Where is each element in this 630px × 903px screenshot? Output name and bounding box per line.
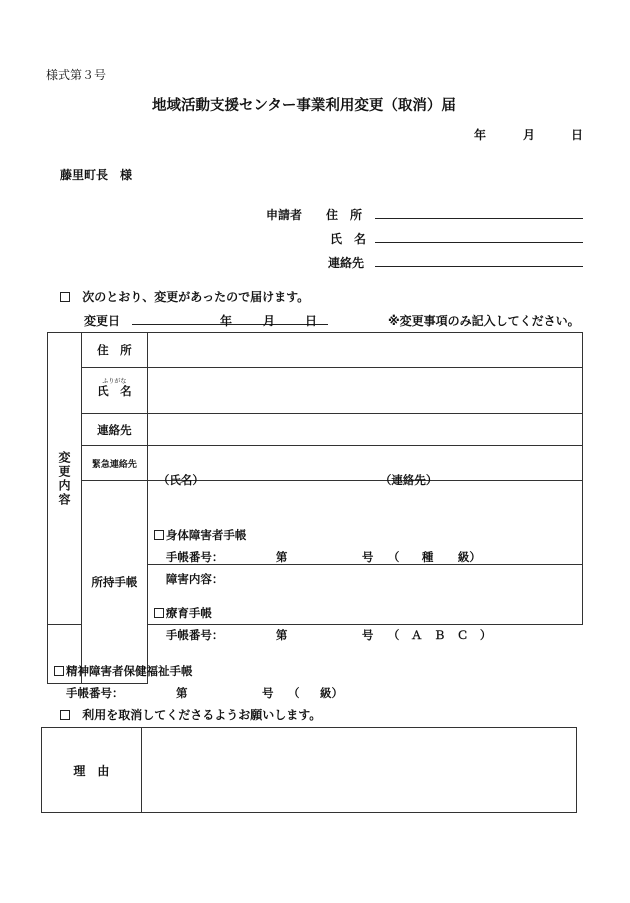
instruction-note: ※変更事項のみ記入してください。: [388, 314, 580, 328]
applicant-address-label: 住 所: [326, 208, 363, 222]
date-year-label: 年: [474, 128, 487, 142]
reason-input-cell[interactable]: [141, 728, 576, 813]
addressee: 藤里町長 様: [60, 168, 133, 182]
reason-label-cell: [42, 728, 142, 813]
change-checkbox[interactable]: [60, 292, 70, 302]
change-date-year: 年: [220, 314, 233, 328]
physical-handbook-cell[interactable]: [147, 481, 582, 586]
mental-number-label: 手帳番号：: [66, 686, 124, 700]
row-handbook-label: 所持手帳: [91, 575, 138, 589]
physical-dai: 第: [275, 549, 288, 564]
physical-content-label: 障害内容：: [165, 571, 224, 586]
ryoiku-go: 号: [361, 627, 374, 642]
date-month-label: 月: [523, 128, 536, 142]
applicant-contact-label: 連絡先: [328, 256, 365, 270]
change-content-side-cell: [48, 333, 82, 625]
ryoiku-number-label: 手帳番号：: [165, 627, 224, 642]
mental-handbook-checkbox[interactable]: [54, 666, 64, 676]
change-date-month: 月: [263, 314, 276, 328]
mental-grade: 級）: [320, 686, 343, 700]
physical-handbook-title-text: 身体障害者手帳: [165, 527, 247, 542]
change-date-label: 変更日: [84, 314, 121, 328]
applicant-address-field[interactable]: [375, 218, 583, 219]
ryoiku-handbook-checkbox[interactable]: [154, 608, 164, 618]
cancel-notice-text: 利用を取消してくださるようお願いします。: [82, 708, 322, 722]
physical-go: 号: [361, 549, 374, 564]
physical-kind: 種: [421, 549, 434, 564]
mental-handbook-title: [54, 663, 193, 679]
physical-number-label: 手帳番号：: [165, 549, 224, 564]
applicant-name-field[interactable]: [375, 242, 583, 243]
row-name-label-cell: [81, 368, 147, 414]
row-contact-label-cell: [81, 414, 147, 446]
ryoiku-handbook-title-text: 療育手帳: [165, 605, 212, 620]
physical-paren-open: （: [387, 549, 400, 564]
applicant-contact-field[interactable]: [375, 266, 583, 267]
row-address-label: 住 所: [97, 343, 132, 357]
ryoiku-handbook-title: [154, 605, 212, 621]
change-notice-text: 次のとおり、変更があったので届けます。: [82, 290, 310, 304]
physical-handbook-checkbox[interactable]: [154, 530, 164, 540]
row-emergency-label-cell: [81, 446, 147, 481]
ryoiku-dai: 第: [275, 627, 288, 642]
reason-label: 理 由: [73, 763, 110, 778]
emergency-input-cell[interactable]: [147, 446, 582, 487]
name-input-cell[interactable]: [147, 368, 582, 414]
reason-table: [41, 727, 577, 813]
row-emergency-label: 緊急連絡先: [91, 459, 137, 470]
mental-go: 号: [262, 686, 274, 700]
emergency-contact-label: （連絡先）: [379, 473, 438, 487]
ryoiku-grades: （ Ａ Ｂ Ｃ ）: [387, 627, 492, 642]
change-table: [47, 332, 583, 700]
address-input-cell[interactable]: [147, 333, 582, 368]
cancel-notice: [60, 706, 321, 723]
mental-handbook-cell[interactable]: [48, 625, 343, 700]
mental-paren-open: （: [288, 686, 300, 700]
row-handbook-label-cell: [81, 481, 147, 684]
date-day-label: 日: [571, 128, 584, 142]
row-contact-label: 連絡先: [97, 422, 132, 437]
change-notice: [60, 288, 309, 305]
mental-handbook-title-text: 精神障害者保健福祉手帳: [66, 664, 193, 678]
cancel-checkbox[interactable]: [60, 710, 70, 720]
applicant-name-label: 氏 名: [330, 232, 367, 246]
page-title: 地域活動支援センター事業利用変更（取消）届: [152, 98, 456, 114]
name-label-text: 氏 名: [97, 383, 132, 398]
furigana-label: ふりがな: [102, 377, 127, 385]
emergency-name-label: （氏名）: [157, 473, 204, 487]
physical-handbook-title: [154, 527, 247, 543]
change-date-day: 日: [305, 314, 318, 328]
row-address-label-cell: [81, 333, 147, 368]
row-name-label: [97, 377, 132, 399]
form-number: 様式第３号: [46, 68, 107, 82]
mental-dai: 第: [176, 686, 188, 700]
physical-grade: 級）: [457, 549, 481, 564]
applicant-label: 申請者: [266, 208, 303, 222]
change-content-label: 変更内容: [56, 450, 71, 507]
contact-input-cell[interactable]: [147, 414, 582, 446]
